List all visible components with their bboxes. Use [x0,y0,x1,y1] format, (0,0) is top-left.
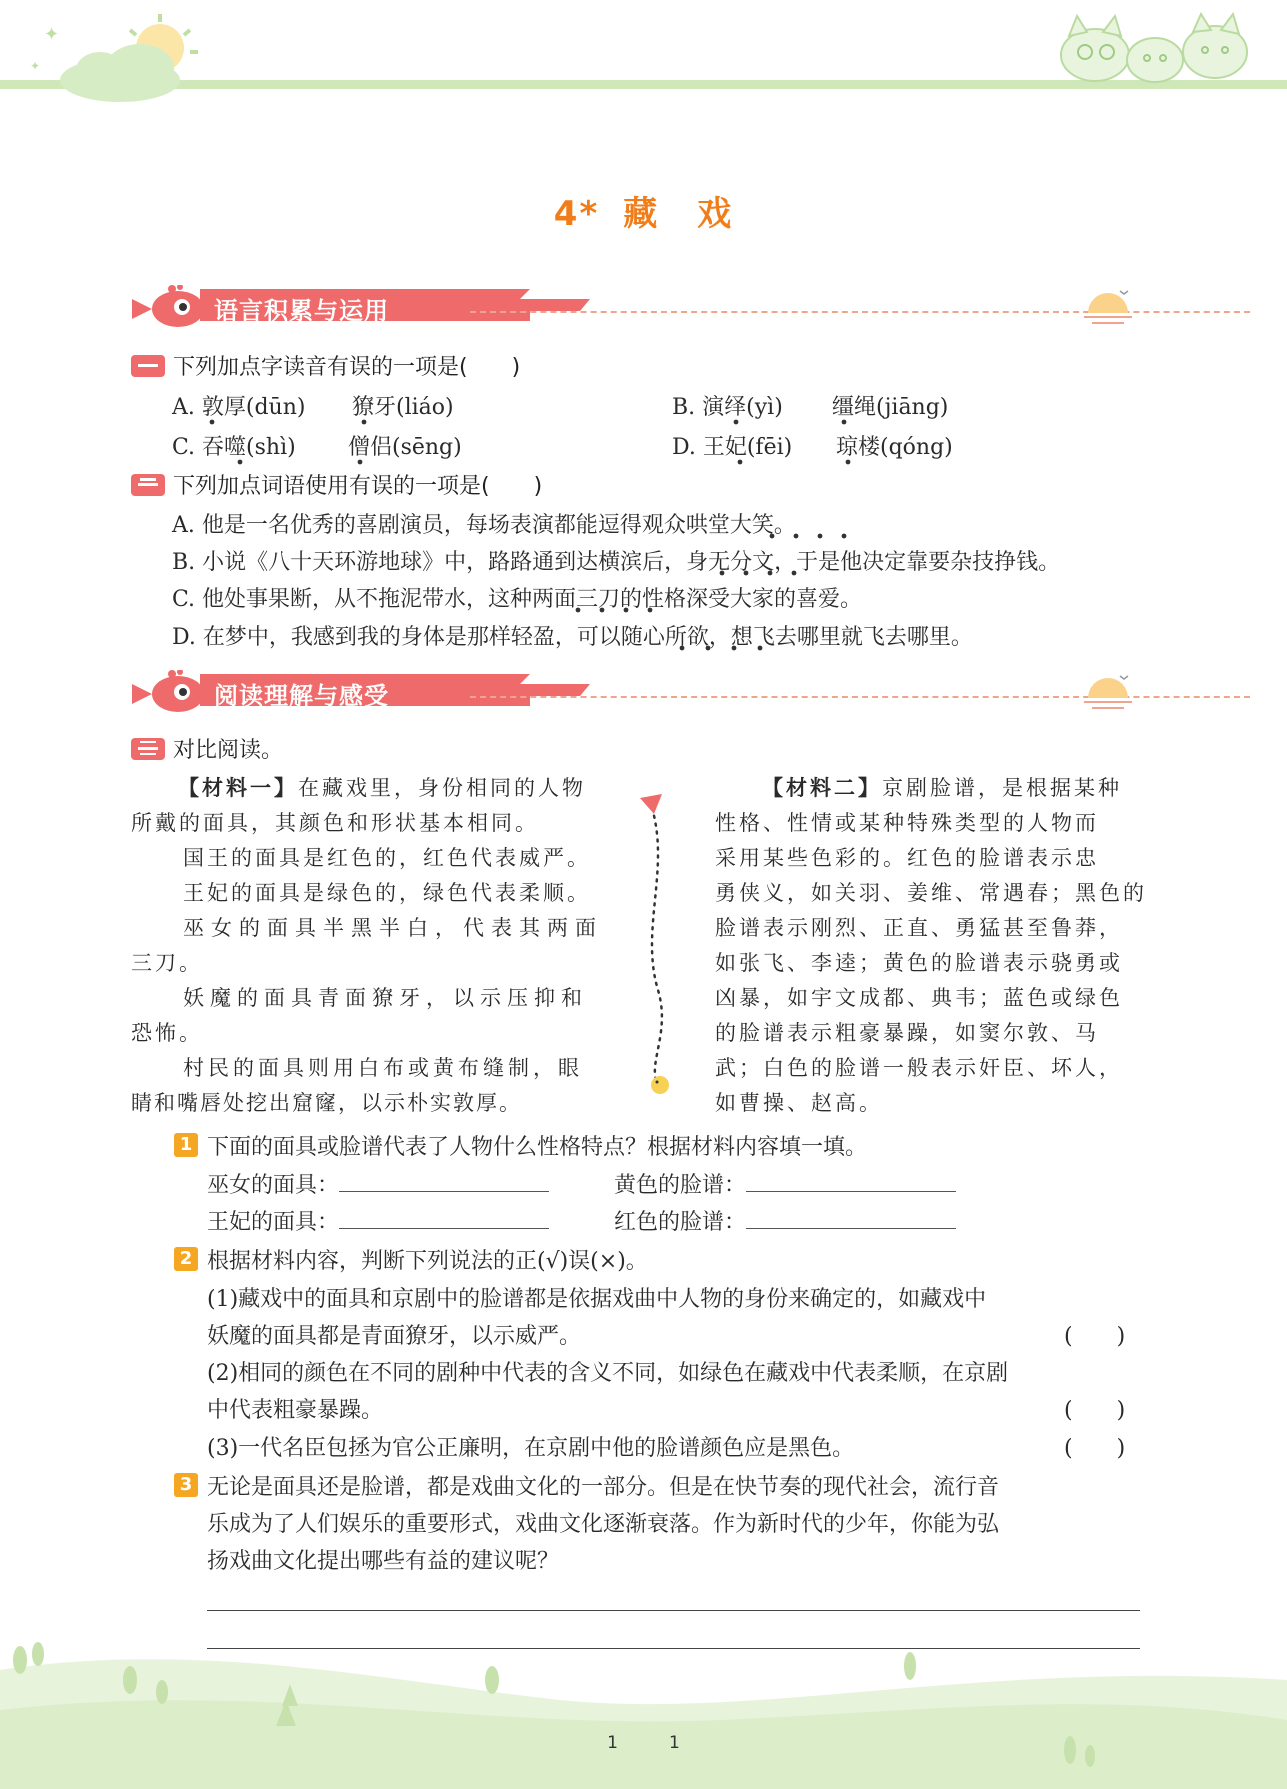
footer-hills [0,1640,1287,1789]
subquestion-number-3: 3 [174,1473,198,1497]
section-banner-reading [130,670,1140,714]
subquestion-3-line-3: 扬戏曲文化提出哪些有益的建议呢？ [207,1549,560,1574]
subquestion-3-line-2: 乐成为了人们娱乐的重要形式，戏曲文化逐渐衰落。作为新时代的少年，你能为弘 [207,1512,1000,1537]
question-1-title: 下列加点字读音有误的一项是( ) [173,355,521,380]
option-d-word-2: 琼楼(qóng) [836,435,953,460]
question-number-3 [131,738,165,760]
subquestion-1-text: 下面的面具或脸谱代表了人物什么性格特点？根据材料内容填一填。 [207,1135,868,1160]
material-1-label: 【材料一】 [178,776,298,800]
option-b-word-2: 缰绳(jiāng) [832,395,949,420]
statement-2-line-2: 中代表粗豪暴躁。 [207,1398,384,1423]
answer-blank-1[interactable] [339,1173,549,1192]
material-1-line-8: 恐怖。 [131,1021,203,1045]
fill-witch-mask [207,1168,549,1199]
dotted-divider [630,790,680,1100]
material-2-line-10: 如曹操、赵高。 [715,1091,883,1115]
answer-blank-3[interactable] [339,1210,549,1229]
lesson-number: 4* [553,194,600,234]
section-title: 语言积累与运用 [214,297,389,325]
fill-queen-mask [207,1205,549,1236]
svg-text:✦: ✦ [44,24,60,45]
material-1-line-6: 三刀。 [131,951,203,975]
material-2-line-4: 勇侠义，如关羽、姜维、常遇春；黑色的 [715,881,1147,905]
option-c-word-1: C. 吞噬(shì) [172,435,296,460]
material-2-line-2: 性格、性情或某种特殊类型的人物而 [715,811,1099,835]
material-2-line-1 [762,772,1122,802]
section-title-2: 阅读理解与感受 [214,682,389,710]
option-d-word-1: D. 王妃(fēi) [672,435,793,460]
answer-paren-3[interactable]: ( ) [1064,1436,1126,1461]
statement-3: (3)一代名臣包拯为官公正廉明，在京剧中他的脸谱颜色应是黑色。 [207,1436,855,1461]
whale-icon-2 [130,670,210,714]
material-2-line-5: 脸谱表示刚烈、正直、勇猛甚至鲁莽， [715,916,1123,940]
material-1-line-4: 王妃的面具是绿色的，绿色代表柔顺。 [183,881,591,905]
answer-blank-2[interactable] [746,1173,956,1192]
material-1-text: 在藏戏里，身份相同的人物 [298,776,586,800]
material-1-line-9: 村民的面具则用白布或黄布缝制，眼 [183,1056,583,1080]
question-number-2 [131,474,165,496]
statement-1-line-1: (1)藏戏中的面具和京剧中的脸谱都是依据戏曲中人物的身份来确定的，如藏戏中 [207,1287,987,1312]
statement-2-line-1: (2)相同的颜色在不同的剧种中代表的含义不同，如绿色在藏戏中代表柔顺，在京剧 [207,1361,1009,1386]
material-1-line-10: 睛和嘴唇处挖出窟窿，以示朴实敦厚。 [131,1091,522,1115]
fill-label-4: 红色的脸谱： [614,1210,747,1235]
fill-label-3: 王妃的面具： [207,1210,340,1235]
material-2-line-7: 凶暴，如宇文成都、典韦；蓝色或绿色 [715,986,1123,1010]
subquestion-2-text: 根据材料内容，判断下列说法的正(√)误(×)。 [207,1249,648,1274]
material-1-line-3: 国王的面具是红色的，红色代表威严。 [183,846,591,870]
material-1-line-5: 巫女的面具半黑半白，代表其两面 [183,916,603,940]
subquestion-3-line-1: 无论是面具还是脸谱，都是戏曲文化的一部分。但是在快节奏的现代社会，流行音 [207,1475,1000,1500]
fill-red-face [614,1205,956,1236]
material-2-line-8: 的脸谱表示粗豪暴躁，如窦尔敦、马 [715,1021,1099,1045]
question-3-title: 对比阅读。 [173,738,284,763]
option-c-word-2: 僧侣(sēng) [348,435,462,460]
option-a-word-1: A. 敦厚(dūn) [172,395,306,420]
sunset-icon-2 [1080,670,1140,714]
material-2-text: 京剧脸谱，是根据某种 [882,776,1122,800]
option-b-word-1: B. 演绎(yì) [672,395,783,420]
answer-line-1[interactable] [207,1610,1140,1611]
page-number: 1 1 [607,1733,680,1753]
material-2-line-6: 如张飞、李逵；黄色的脸谱表示骁勇或 [715,951,1123,975]
option-a-word-2: 獠牙(liáo) [352,395,454,420]
q2-option-b: B. 小说《八十天环游地球》中，路路通到达横滨后，身无分文，于是他决定靠要杂技挣钱。 [172,550,1061,575]
answer-paren-1[interactable]: ( ) [1064,1324,1126,1349]
question-2-title: 下列加点词语使用有误的一项是( ) [173,474,543,499]
svg-text:✦: ✦ [30,59,41,73]
answer-blank-4[interactable] [746,1210,956,1229]
material-1-line-1 [178,772,586,802]
q2-option-a: A. 他是一名优秀的喜剧演员，每场表演都能逗得观众哄堂大笑。 [172,513,796,538]
material-1-line-7: 妖魔的面具青面獠牙，以示压抑和 [183,986,588,1010]
material-2-line-3: 采用某些色彩的。红色的脸谱表示忠 [715,846,1099,870]
title-char-1: 藏 [623,194,660,234]
material-2-label: 【材料二】 [762,776,882,800]
fill-yellow-face [614,1168,956,1199]
subquestion-number-2: 2 [174,1247,198,1271]
q2-option-d: D. 在梦中，我感到我的身体是那样轻盈，可以随心所欲，想飞去哪里就飞去哪里。 [172,625,973,650]
title-char-2: 戏 [697,194,734,234]
q2-option-c: C. 他处事果断，从不拖泥带水，这种两面三刀的性格深受大家的喜爱。 [172,587,863,612]
fill-label-1: 巫女的面具： [207,1173,340,1198]
material-2-line-9: 武；白色的脸谱一般表示奸臣、坏人， [715,1056,1123,1080]
statement-1-line-2: 妖魔的面具都是青面獠牙，以示威严。 [207,1324,582,1349]
subquestion-number-1: 1 [174,1133,198,1157]
fill-label-2: 黄色的脸谱： [614,1173,747,1198]
answer-paren-2[interactable]: ( ) [1064,1398,1126,1423]
material-1-line-2: 所戴的面具，其颜色和形状基本相同。 [131,811,539,835]
